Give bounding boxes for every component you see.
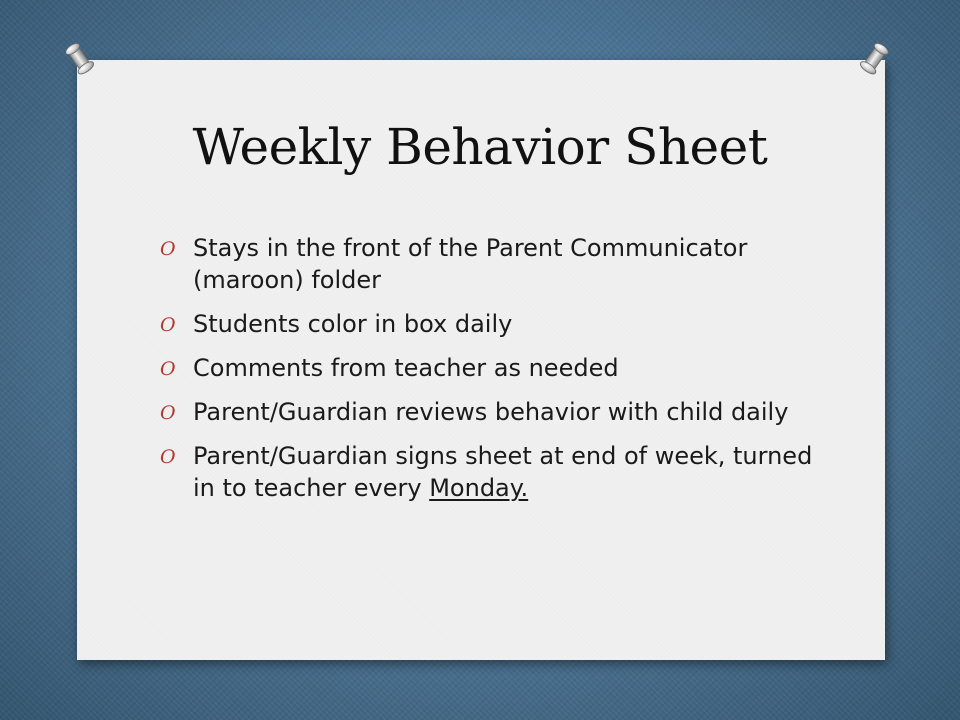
bullet-list bbox=[160, 232, 840, 516]
bullet-text: Parent/Guardian signs sheet at end of week, turned in to teacher every bbox=[193, 442, 813, 502]
list-item bbox=[160, 232, 840, 296]
pushpin-icon bbox=[858, 38, 892, 78]
bullet-text: Parent/Guardian reviews behavior with child daily bbox=[193, 398, 789, 426]
bullet-marker-icon: O bbox=[160, 402, 176, 424]
bullet-text: Stays in the front of the Parent Communicator (maroon) folder bbox=[193, 234, 748, 294]
bullet-emphasis: Monday. bbox=[429, 474, 529, 502]
bullet-text: Comments from teacher as needed bbox=[193, 354, 619, 382]
list-item bbox=[160, 396, 840, 428]
bullet-text: Students color in box daily bbox=[193, 310, 513, 338]
bullet-marker-icon: O bbox=[160, 358, 176, 380]
slide-title: Weekly Behavior Sheet bbox=[192, 118, 768, 176]
list-item bbox=[160, 352, 840, 384]
list-item bbox=[160, 440, 840, 504]
list-item bbox=[160, 308, 840, 340]
bullet-marker-icon: O bbox=[160, 446, 176, 468]
bullet-marker-icon: O bbox=[160, 314, 176, 336]
pushpin-icon bbox=[62, 38, 96, 78]
bullet-marker-icon: O bbox=[160, 238, 176, 260]
